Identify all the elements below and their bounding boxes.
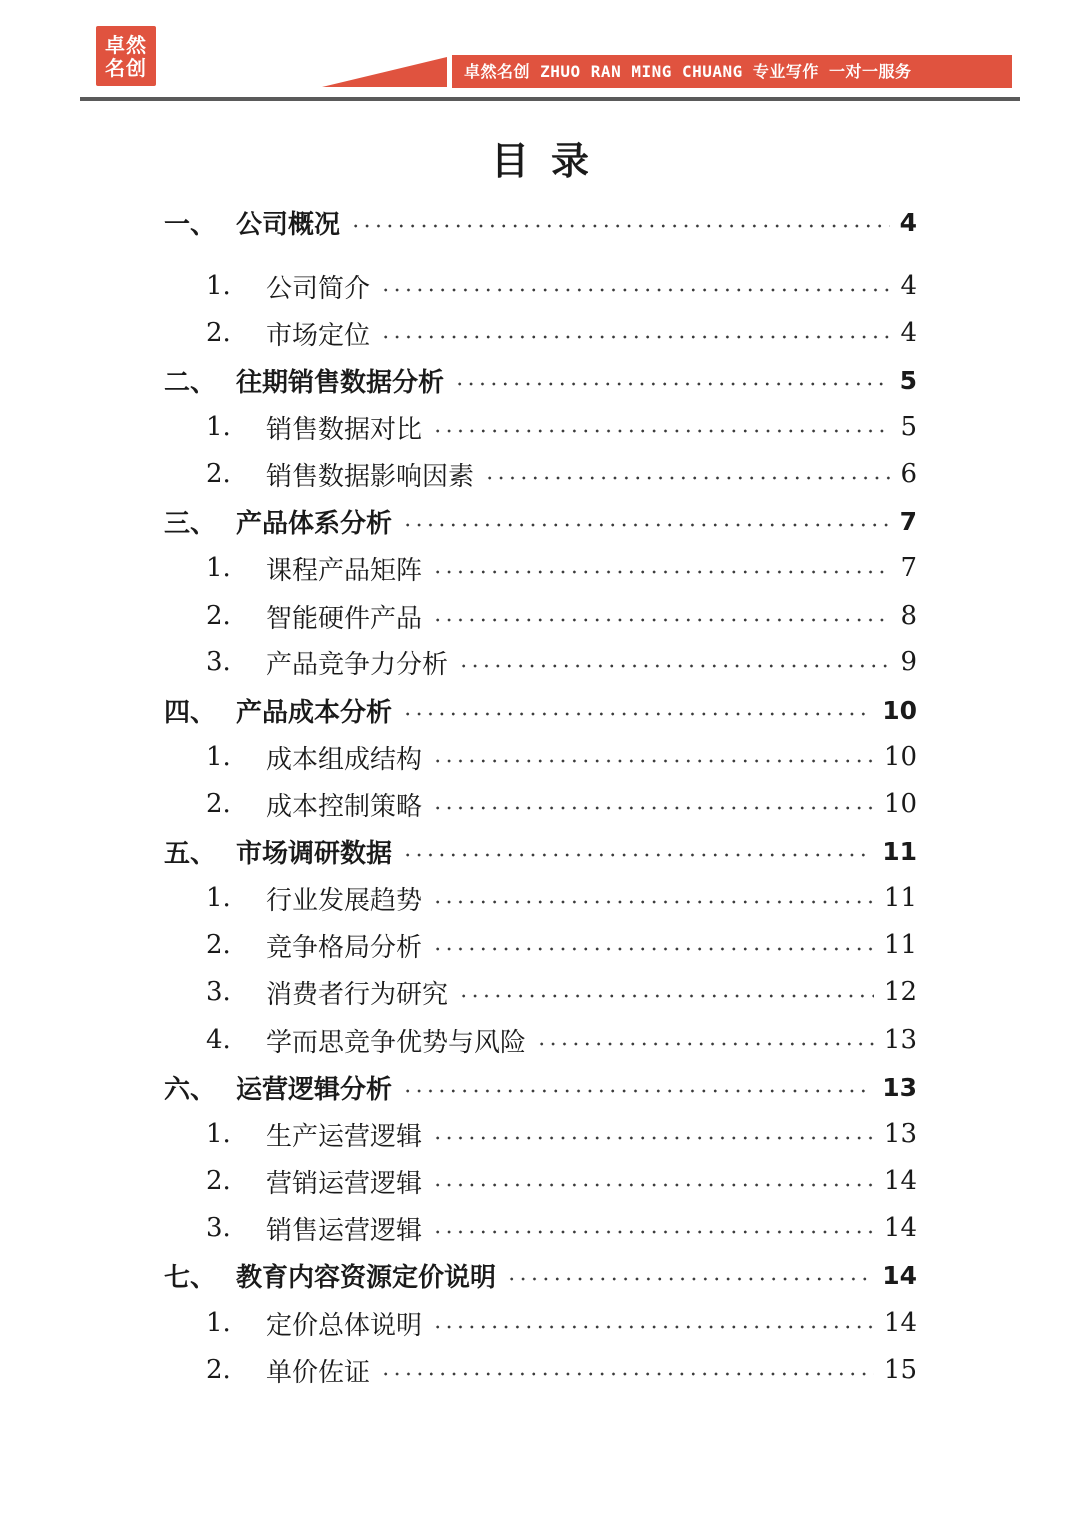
toc-title: 销售运营逻辑 bbox=[266, 1215, 423, 1246]
toc-page-number: 4 bbox=[900, 318, 917, 348]
toc-leader-dots bbox=[432, 568, 890, 576]
toc-title: 销售数据对比 bbox=[266, 414, 423, 445]
toc-number: 1. bbox=[206, 553, 231, 583]
toc-page-number: 7 bbox=[900, 553, 917, 583]
toc-section-row[interactable] bbox=[0, 690, 1080, 730]
toc-title: 成本组成结构 bbox=[266, 744, 423, 775]
toc-number: 1. bbox=[206, 1308, 231, 1338]
toc-number: 七、 bbox=[164, 1262, 217, 1293]
toc-page-number: 11 bbox=[883, 930, 917, 960]
toc-page-number: 10 bbox=[883, 742, 917, 772]
toc-title: 单价佐证 bbox=[266, 1357, 371, 1388]
toc-number: 1. bbox=[206, 271, 231, 301]
toc-leader-dots bbox=[380, 1370, 874, 1378]
toc-page-number: 13 bbox=[883, 1025, 917, 1055]
toc-page-number: 9 bbox=[900, 647, 917, 677]
toc-leader-dots bbox=[350, 222, 890, 230]
toc-leader-dots bbox=[432, 1134, 874, 1142]
toc-title: 营销运营逻辑 bbox=[266, 1168, 423, 1199]
toc-title: 教育内容资源定价说明 bbox=[236, 1262, 497, 1293]
toc-subsection-row[interactable] bbox=[0, 1303, 1080, 1343]
toc-number: 2. bbox=[206, 601, 231, 631]
toc-page-number: 14 bbox=[883, 1213, 917, 1243]
toc-page-number: 10 bbox=[882, 695, 917, 725]
toc-leader-dots bbox=[432, 898, 874, 906]
page-title: 目录 bbox=[490, 139, 611, 183]
toc-title: 产品体系分析 bbox=[236, 508, 393, 539]
toc-number: 1. bbox=[206, 1119, 231, 1149]
toc-title: 公司简介 bbox=[266, 273, 371, 304]
toc-title: 市场定位 bbox=[266, 320, 371, 351]
toc-leader-dots bbox=[402, 710, 872, 718]
toc-title: 市场调研数据 bbox=[236, 838, 393, 869]
toc-number: 1. bbox=[206, 883, 231, 913]
toc-number: 2. bbox=[206, 789, 231, 819]
toc-leader-dots bbox=[432, 804, 874, 812]
toc-leader-dots bbox=[380, 286, 890, 294]
toc-leader-dots bbox=[380, 333, 890, 341]
toc-subsection-row[interactable] bbox=[0, 1161, 1080, 1201]
toc-page-number: 10 bbox=[883, 789, 917, 819]
toc-title: 往期销售数据分析 bbox=[236, 367, 445, 398]
toc-title: 运营逻辑分析 bbox=[236, 1074, 393, 1105]
toc-subsection-row[interactable] bbox=[0, 925, 1080, 965]
toc-leader-dots bbox=[432, 1228, 874, 1236]
toc-section-row[interactable] bbox=[0, 831, 1080, 871]
toc-page-number: 8 bbox=[900, 601, 917, 631]
toc-number: 五、 bbox=[164, 838, 217, 869]
toc-section-row[interactable] bbox=[0, 1255, 1080, 1295]
toc-leader-dots bbox=[458, 662, 890, 670]
toc-subsection-row[interactable] bbox=[0, 1020, 1080, 1060]
logo-text-line1: 卓然 bbox=[105, 32, 147, 57]
toc-subsection-row[interactable] bbox=[0, 407, 1080, 447]
toc-title: 消费者行为研究 bbox=[266, 979, 449, 1010]
toc-subsection-row[interactable] bbox=[0, 266, 1080, 306]
toc-number: 二、 bbox=[164, 367, 217, 398]
toc-subsection-row[interactable] bbox=[0, 1350, 1080, 1390]
toc-page-number: 7 bbox=[899, 506, 917, 536]
toc-title: 智能硬件产品 bbox=[266, 603, 423, 634]
toc-title: 产品竞争力分析 bbox=[266, 649, 449, 680]
toc-title: 定价总体说明 bbox=[266, 1310, 423, 1341]
toc-page-number: 15 bbox=[883, 1355, 917, 1385]
toc-title: 课程产品矩阵 bbox=[266, 555, 423, 586]
toc-subsection-row[interactable] bbox=[0, 972, 1080, 1012]
toc-page-number: 6 bbox=[900, 459, 917, 489]
toc-title: 成本控制策略 bbox=[266, 791, 423, 822]
toc-leader-dots bbox=[402, 851, 872, 859]
toc-number: 1. bbox=[206, 412, 231, 442]
toc-page-number: 5 bbox=[900, 412, 917, 442]
toc-number: 一、 bbox=[164, 209, 217, 240]
toc-title: 竞争格局分析 bbox=[266, 932, 423, 963]
toc-number: 2. bbox=[206, 1166, 231, 1196]
toc-number: 三、 bbox=[164, 508, 217, 539]
toc-number: 六、 bbox=[164, 1074, 217, 1105]
toc-number: 4. bbox=[206, 1025, 231, 1055]
toc-page-number: 13 bbox=[883, 1119, 917, 1149]
toc-number: 1. bbox=[206, 742, 231, 772]
toc-leader-dots bbox=[506, 1275, 872, 1283]
toc-leader-dots bbox=[432, 945, 874, 953]
toc-subsection-row[interactable] bbox=[0, 596, 1080, 636]
toc-page-number: 4 bbox=[900, 271, 917, 301]
toc-title: 产品成本分析 bbox=[236, 697, 393, 728]
toc-subsection-row[interactable] bbox=[0, 642, 1080, 682]
toc-page-number: 5 bbox=[899, 365, 917, 395]
toc-page-number: 4 bbox=[899, 207, 917, 237]
toc-leader-dots bbox=[402, 521, 890, 529]
toc-title: 公司概况 bbox=[236, 209, 341, 240]
toc-leader-dots bbox=[536, 1040, 874, 1048]
toc-subsection-row[interactable] bbox=[0, 454, 1080, 494]
toc-title: 学而思竞争优势与风险 bbox=[266, 1027, 527, 1058]
toc-page-number: 11 bbox=[882, 836, 917, 866]
toc-number: 2. bbox=[206, 459, 231, 489]
toc-title: 生产运营逻辑 bbox=[266, 1121, 423, 1152]
toc-leader-dots bbox=[454, 380, 890, 388]
toc-leader-dots bbox=[432, 1323, 874, 1331]
toc-page-number: 13 bbox=[882, 1072, 917, 1102]
toc-section-row[interactable] bbox=[0, 501, 1080, 541]
toc-number: 3. bbox=[206, 1213, 231, 1243]
toc-subsection-row[interactable] bbox=[0, 548, 1080, 588]
header-banner: 卓然名创 ZHUO RAN MING CHUANG 专业写作 一对一服务 bbox=[452, 55, 1012, 88]
toc-leader-dots bbox=[432, 427, 890, 435]
toc-number: 2. bbox=[206, 930, 231, 960]
toc-page-number: 14 bbox=[883, 1308, 917, 1338]
toc-number: 四、 bbox=[164, 697, 217, 728]
toc-title: 销售数据影响因素 bbox=[266, 461, 475, 492]
toc-leader-dots bbox=[484, 474, 890, 482]
toc-leader-dots bbox=[432, 1181, 874, 1189]
toc-section-row[interactable] bbox=[0, 360, 1080, 400]
toc-page-number: 12 bbox=[883, 977, 917, 1007]
toc-subsection-row[interactable] bbox=[0, 737, 1080, 777]
toc-number: 3. bbox=[206, 977, 231, 1007]
toc-subsection-row[interactable] bbox=[0, 1114, 1080, 1154]
toc-number: 2. bbox=[206, 1355, 231, 1385]
toc-leader-dots bbox=[432, 616, 890, 624]
toc-subsection-row[interactable] bbox=[0, 784, 1080, 824]
toc-title: 行业发展趋势 bbox=[266, 885, 423, 916]
toc-page-number: 14 bbox=[882, 1260, 917, 1290]
toc-subsection-row[interactable] bbox=[0, 878, 1080, 918]
toc-leader-dots bbox=[432, 757, 874, 765]
toc-section-row[interactable] bbox=[0, 1067, 1080, 1107]
toc-number: 2. bbox=[206, 318, 231, 348]
toc-number: 3. bbox=[206, 647, 231, 677]
toc-page-number: 14 bbox=[883, 1166, 917, 1196]
logo-text-line2: 名创 bbox=[105, 55, 147, 80]
toc-leader-dots bbox=[402, 1087, 872, 1095]
toc-subsection-row[interactable] bbox=[0, 313, 1080, 353]
toc-leader-dots bbox=[458, 992, 874, 1000]
toc-subsection-row[interactable] bbox=[0, 1208, 1080, 1248]
toc-page-number: 11 bbox=[883, 883, 917, 913]
toc-section-row[interactable] bbox=[0, 202, 1080, 242]
